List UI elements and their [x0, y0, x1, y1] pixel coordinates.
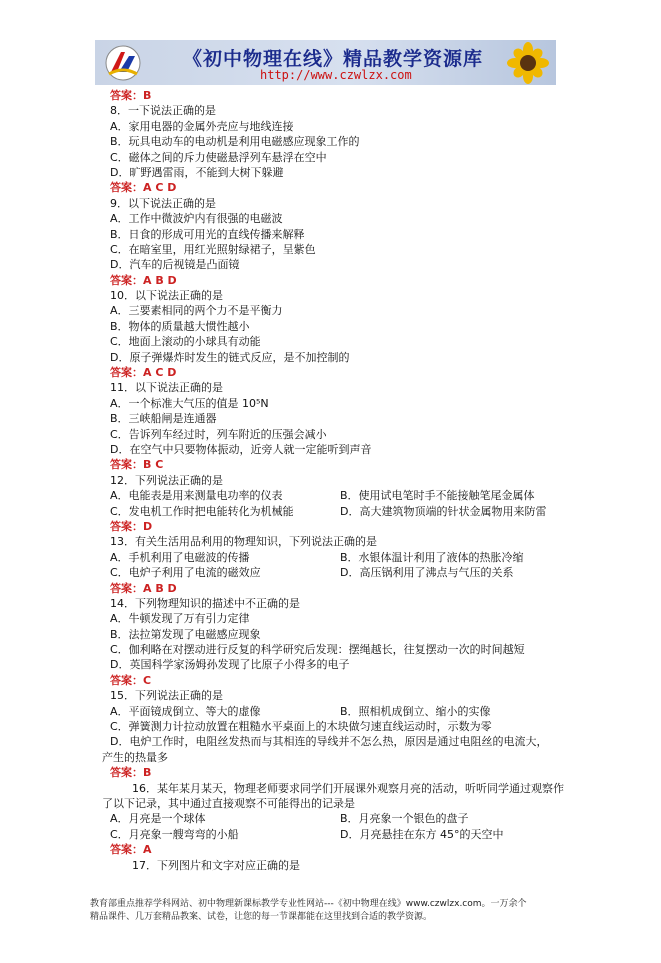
- answer-line: 答案：A C D: [110, 181, 177, 195]
- question-line: C．地面上滚动的小球具有动能: [110, 335, 261, 349]
- question-line: 9．以下说法正确的是: [110, 196, 216, 210]
- question-line: D．英国科学家汤姆孙发现了比原子小得多的电子: [110, 658, 350, 672]
- question-line: 14．下列物理知识的描述中不正确的是: [110, 596, 300, 610]
- option-row: [110, 504, 580, 519]
- question-line: B．三峡船闸是连通器: [110, 412, 217, 426]
- option-row: [110, 827, 580, 842]
- header-banner: [95, 40, 556, 85]
- answer-line: 答案：B C: [110, 458, 164, 472]
- answer-line: 答案：A: [110, 843, 152, 857]
- question-line: 产生的热量多: [102, 750, 168, 764]
- option-row: [110, 811, 580, 826]
- option-right: D．高压锅利用了沸点与气压的关系: [340, 566, 514, 580]
- option-row: [110, 550, 580, 565]
- question-line: B．法拉第发现了电磁感应现象: [110, 627, 261, 641]
- option-left: A．平面镜成倒立、等大的虚像: [110, 704, 261, 718]
- answer-line: 答案：D: [110, 519, 153, 533]
- question-line: 11．以下说法正确的是: [110, 381, 223, 395]
- question-line: A．牛顿发现了万有引力定律: [110, 612, 250, 626]
- option-left: C．月亮象一艘弯弯的小船: [110, 827, 239, 841]
- question-line: 12．下列说法正确的是: [110, 473, 223, 487]
- option-left: C．发电机工作时把电能转化为机械能: [110, 504, 294, 518]
- option-left: C．电炉子利用了电流的磁效应: [110, 566, 261, 580]
- publisher-logo-icon: [103, 44, 143, 82]
- question-line: B．日食的形成可用光的直线传播来解释: [110, 227, 305, 241]
- sunflower-icon: [504, 42, 552, 84]
- question-line: D．电炉工作时，电阻丝发热而与其相连的导线并不怎么热，原因是通过电阻丝的电流大，: [110, 735, 548, 749]
- option-right: D．月亮悬挂在东方 45°的天空中: [340, 827, 504, 841]
- question-line: 15．下列说法正确的是: [110, 689, 223, 703]
- question-line: A．工作中微波炉内有很强的电磁波: [110, 212, 283, 226]
- question-line: 8．一下说法正确的是: [110, 104, 216, 118]
- page-footer: [90, 898, 580, 924]
- question-line: D．原子弹爆炸时发生的链式反应，是不加控制的: [110, 350, 350, 364]
- question-line: A．家用电器的金属外壳应与地线连接: [110, 119, 294, 133]
- question-line: C．磁体之间的斥力使磁悬浮列车悬浮在空中: [110, 150, 327, 164]
- question-line: B．物体的质量越大惯性越小: [110, 319, 250, 333]
- question-line: 13．有关生活用品利用的物理知识，下列说法正确的是: [110, 535, 377, 549]
- question-line: D．旷野遇雷雨，不能到大树下躲避: [110, 165, 284, 179]
- question-line: D．汽车的后视镜是凸面镜: [110, 258, 240, 272]
- option-row: [110, 565, 580, 580]
- footer-line-2: 精品课件、几万套精品教案、试卷，让您的每一节课都能在这里找到合适的教学资源。: [90, 912, 433, 922]
- option-left: A．电能表是用来测量电功率的仪表: [110, 489, 283, 503]
- option-row: [110, 488, 580, 503]
- option-right: B．使用试电笔时手不能接触笔尾金属体: [340, 489, 535, 503]
- question-line: A．一个标准大气压的值是 10⁵N: [110, 396, 269, 410]
- option-left: A．月亮是一个球体: [110, 812, 206, 826]
- answer-line: 答案：A B D: [110, 581, 177, 595]
- banner-title: 《初中物理在线》精品教学资源库: [183, 48, 484, 70]
- question-line: 10．以下说法正确的是: [110, 289, 223, 303]
- option-right: D．高大建筑物顶端的针状金属物用来防雷: [340, 504, 547, 518]
- option-right: B．水银体温计利用了液体的热胀冷缩: [340, 550, 524, 564]
- answer-line: 答案：A B D: [110, 273, 177, 287]
- footer-line-1: 教育部重点推荐学科网站、初中物理新课标教学专业性网站---《初中物理在线》www.czwlzx.com。一万余个: [90, 899, 527, 909]
- option-left: A．手机利用了电磁波的传播: [110, 550, 250, 564]
- question-line: 了以下记录，其中通过直接观察不可能得出的记录是: [102, 796, 355, 810]
- question-line: C．在暗室里，用红光照射绿裙子，呈紫色: [110, 242, 316, 256]
- question-line: C．伽利略在对摆动进行反复的科学研究后发现：摆绳越长，往复摆动一次的时间越短: [110, 643, 525, 657]
- option-row: [110, 704, 580, 719]
- answer-line: 答案：B: [110, 766, 152, 780]
- question-line: 16．某年某月某天，物理老师要求同学们开展课外观察月亮的活动，听听同学通过观察作: [110, 781, 564, 795]
- option-right: B．照相机成倒立、缩小的实像: [340, 704, 491, 718]
- question-line: D．在空气中只要物体振动，近旁人就一定能听到声音: [110, 442, 372, 456]
- question-line: C．弹簧测力计拉动放置在粗糙水平桌面上的木块做匀速直线运动时，示数为零: [110, 720, 492, 734]
- question-line: C．告诉列车经过时，列车附近的压强会减小: [110, 427, 327, 441]
- option-right: B．月亮象一个银色的盘子: [340, 812, 469, 826]
- question-line: A．三要素相同的两个力不是平衡力: [110, 304, 283, 318]
- answer-line: 答案：C: [110, 673, 152, 687]
- question-line: B．玩具电动车的电动机是利用电磁感应现象工作的: [110, 135, 360, 149]
- question-line: 17．下列图片和文字对应正确的是: [110, 858, 300, 872]
- question-content: [102, 88, 580, 873]
- banner-url[interactable]: http://www.czwlzx.com: [260, 68, 412, 82]
- answer-line: 答案：B: [110, 89, 152, 102]
- answer-line: 答案：A C D: [110, 366, 177, 380]
